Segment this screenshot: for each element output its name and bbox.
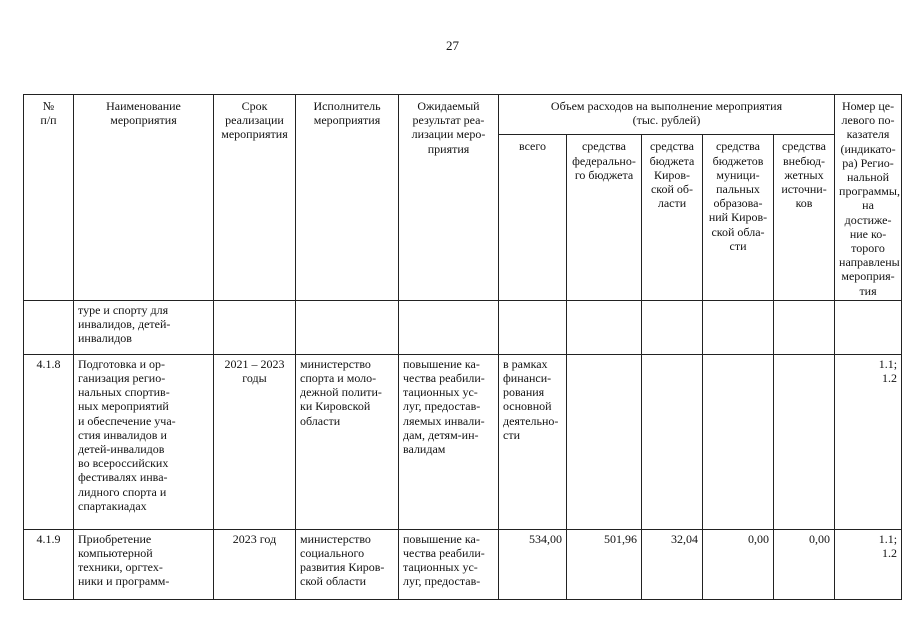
header-num: № п/п xyxy=(24,95,74,301)
page-number: 27 xyxy=(446,38,459,53)
row-num: 4.1.8 xyxy=(24,354,74,529)
row-federal xyxy=(567,300,642,354)
row-num: 4.1.9 xyxy=(24,529,74,599)
header-offbudget: средства внебюд- жетных источни- ков xyxy=(774,135,835,300)
row-term: 2021 – 2023 годы xyxy=(214,354,296,529)
row-municipal xyxy=(703,354,774,529)
row-indicator xyxy=(835,300,902,354)
row-municipal: 0,00 xyxy=(703,529,774,599)
header-total: всего xyxy=(499,135,567,300)
row-indicator: 1.1; 1.2 xyxy=(835,529,902,599)
row-indicator: 1.1; 1.2 xyxy=(835,354,902,529)
row-total: в рамках финанси- рования основной деятельно- сти xyxy=(499,354,567,529)
row-total xyxy=(499,300,567,354)
header-federal: средства федерально- го бюджета xyxy=(567,135,642,300)
row-offbudget: 0,00 xyxy=(774,529,835,599)
row-name: Подготовка и ор- ганизация регио- нальных спортив- ных мероприятий и обеспечение уча- стия инвалидов и детей-инвалидов во всероссийских фестивалях инва- лидного спорта и спартакиадах xyxy=(74,354,214,529)
row-result: повышение ка- чества реабили- тационных ус- луг, предостав- ляемых инвали- дам, детям-ин- валидам xyxy=(399,354,499,529)
table-row xyxy=(24,354,902,529)
table-row xyxy=(24,300,902,354)
row-executor xyxy=(296,300,399,354)
header-term: Срок реализации мероприятия xyxy=(214,95,296,301)
row-num xyxy=(24,300,74,354)
row-name: туре и спорту для инвалидов, детей- инвалидов xyxy=(74,300,214,354)
row-offbudget xyxy=(774,300,835,354)
header-name: Наименование мероприятия xyxy=(74,95,214,301)
row-term xyxy=(214,300,296,354)
row-executor: министерство спорта и моло- дежной полити- ки Кировской области xyxy=(296,354,399,529)
header-regional: средства бюджета Киров- ской об- ласти xyxy=(642,135,703,300)
table-row xyxy=(24,529,902,599)
row-municipal xyxy=(703,300,774,354)
row-result: повышение ка- чества реабили- тационных ус- луг, предостав- xyxy=(399,529,499,599)
header-indicator: Номер це- левого по- казателя (индикато- ра) Регио- нальной программы, на достиже- ние ко- торого направлены мероприя- тия xyxy=(835,95,902,301)
row-federal: 501,96 xyxy=(567,529,642,599)
row-regional xyxy=(642,300,703,354)
row-executor: министерство социального развития Киров- ской области xyxy=(296,529,399,599)
header-municipal: средства бюджетов муници- пальных образова- ний Киров- ской обла- сти xyxy=(703,135,774,300)
row-federal xyxy=(567,354,642,529)
row-total: 534,00 xyxy=(499,529,567,599)
row-offbudget xyxy=(774,354,835,529)
measures-table xyxy=(23,94,902,600)
row-regional: 32,04 xyxy=(642,529,703,599)
row-result xyxy=(399,300,499,354)
row-name: Приобретение компьютерной техники, оргтех- ники и программ- xyxy=(74,529,214,599)
row-term: 2023 год xyxy=(214,529,296,599)
header-executor: Исполнитель мероприятия xyxy=(296,95,399,301)
table-header-row xyxy=(24,95,902,135)
row-regional xyxy=(642,354,703,529)
header-expenses: Объем расходов на выполнение мероприятия (тыс. рублей) xyxy=(499,95,835,135)
header-result: Ожидаемый результат реа- лизации меро- приятия xyxy=(399,95,499,301)
